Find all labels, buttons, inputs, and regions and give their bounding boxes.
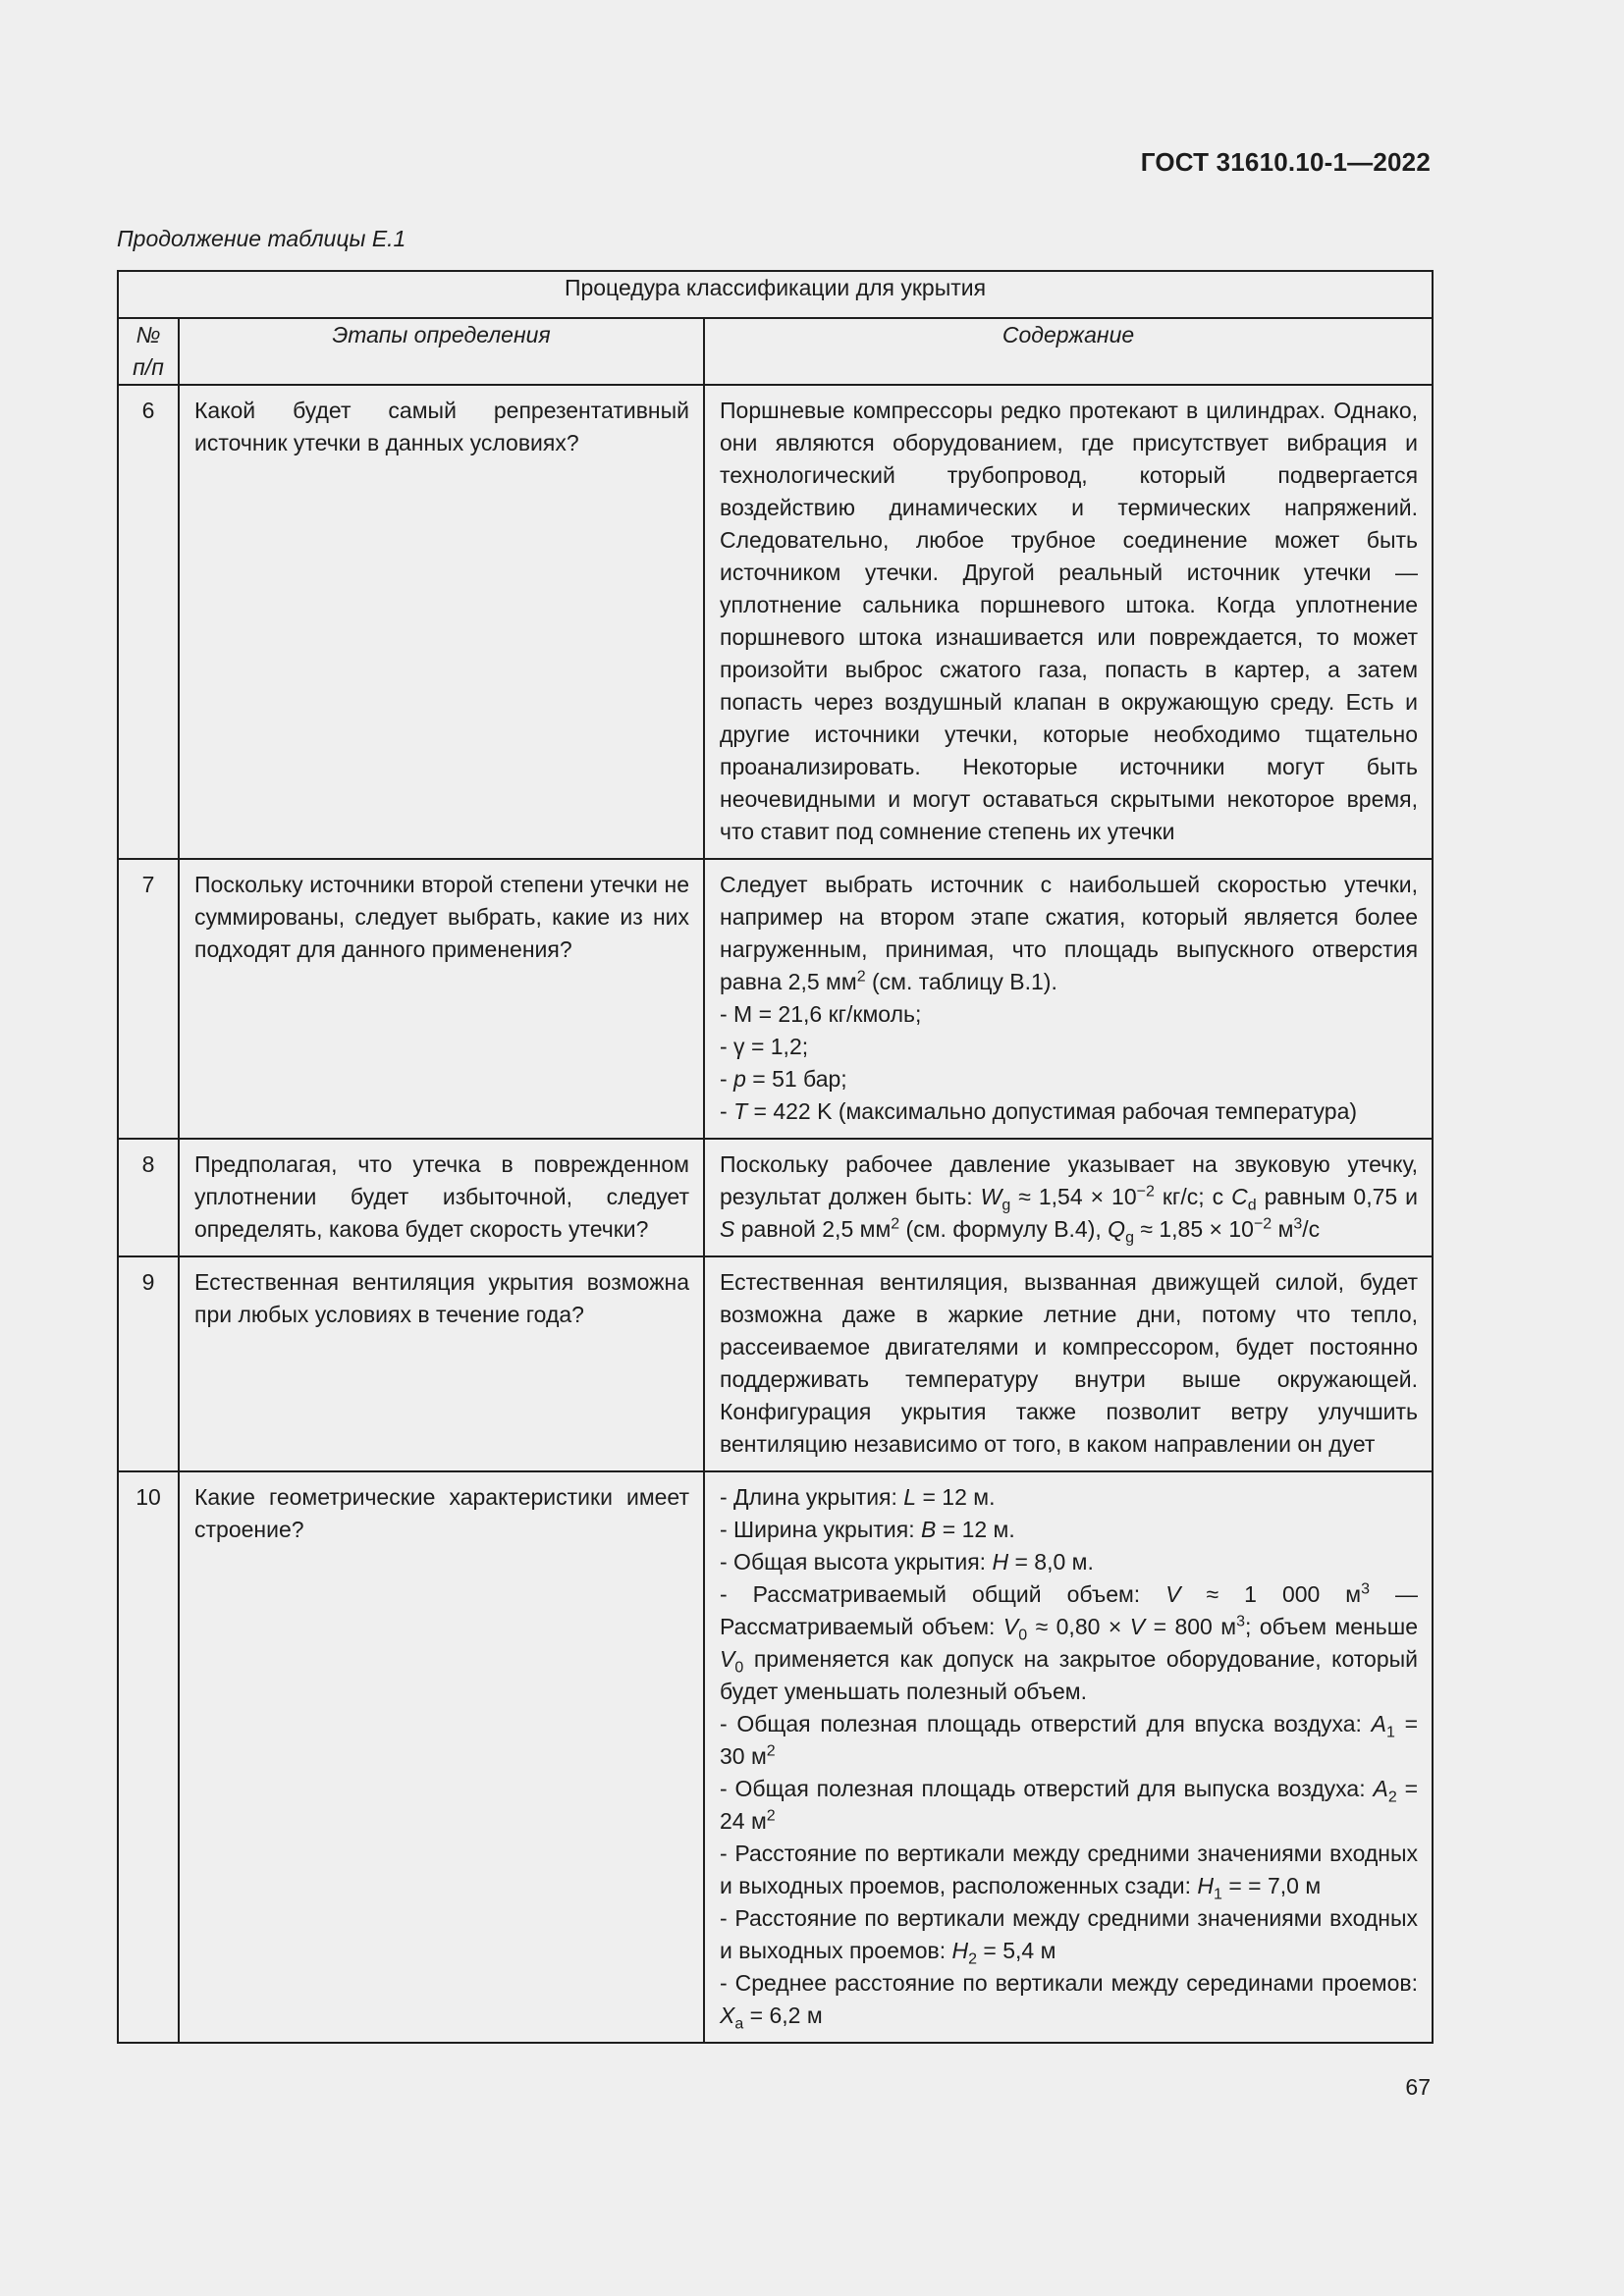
table-header-row <box>118 318 1433 385</box>
column-header-number: № п/п <box>118 318 179 385</box>
table-body <box>118 385 1433 2043</box>
table-row <box>118 1139 1433 1256</box>
row-number: 8 <box>118 1139 179 1256</box>
row-content: Следует выбрать источник с наибольшей скоростью утечки, например на втором этапе сжатия, который является более нагруженным, принимая, что площадь выпускного отверстия равна 2,5 $мм^2$ (см. таблицу В.1). - М = 21,6 кг/кмоль; - γ = 1,2; - p = 51 бар; - T = 422 K (максимально допустимая рабочая температура) <box>704 859 1433 1139</box>
column-header-content: Содержание <box>704 318 1433 385</box>
row-step: Какие геометрические характеристики имеет строение? <box>179 1471 704 2043</box>
table-row <box>118 1256 1433 1471</box>
row-step: Естественная вентиляция укрытия возможна при любых условиях в течение года? <box>179 1256 704 1471</box>
row-content: Естественная вентиляция, вызванная движущей силой, будет возможна даже в жаркие летние дни, потому что тепло, рассеиваемое двигателями и компрессором, будет постоянно поддерживать температуру внутри выше окружающей. Конфигурация укрытия также позволит ветру улучшить вентиляцию независимо от того, в каком направлении он дует <box>704 1256 1433 1471</box>
row-number: 9 <box>118 1256 179 1471</box>
table-title-row <box>118 271 1433 318</box>
row-step: Предполагая, что утечка в поврежденном уплотнении будет избыточной, следует определять, какова будет скорость утечки? <box>179 1139 704 1256</box>
table-title: Процедура классификации для укрытия <box>118 271 1433 318</box>
row-number: 10 <box>118 1471 179 2043</box>
classification-table <box>117 270 1434 2044</box>
row-number: 7 <box>118 859 179 1139</box>
row-content: Поскольку рабочее давление указывает на звуковую утечку, результат должен быть: $W_g \approx 1,54 \times 10^{-2}$ кг/с; с $C_d$ равным 0,75 и S равной 2,5 $мм^2$ (см. формулу В.4), $Q_g \approx 1,85 \times 10^{-2}$ $м^3/с$ <box>704 1139 1433 1256</box>
page-number: 67 <box>1405 2074 1431 2100</box>
column-header-steps: Этапы определения <box>179 318 704 385</box>
row-content: - Длина укрытия: L = 12 м. - Ширина укрытия: B = 12 м. - Общая высота укрытия: H = 8,0 м. - Рассматриваемый общий объем: V ≈ 1 000 $м^3$ — Рассматриваемый объем: $V_0 \approx 0,80 \times V = 800$ $м^3$; объем меньше $V_0$ применяется как допуск на закрытое оборудование, который будет уменьшать полезный объем. - Общая полезная площадь отверстий для впуска воздуха: $A_1 = 30$ $м^2$ - Общая полезная площадь отверстий для выпуска воздуха: $A_2 = 24$ $м^2$ - Расстояние по вертикали между средними значениями входных и выходных проемов, расположенных сзади: $H_1$ = = 7,0 м - Расстояние по вертикали между средними значениями входных и выходных проемов: $H_2 = 5,4$ м - Среднее расстояние по вертикали между серединами проемов: $X_a = 6,2$ м <box>704 1471 1433 2043</box>
table-caption: Продолжение таблицы Е.1 <box>117 226 406 251</box>
document-standard-number: ГОСТ 31610.10-1—2022 <box>1140 147 1431 177</box>
row-step: Поскольку источники второй степени утечки не суммированы, следует выбрать, какие из них подходят для данного применения? <box>179 859 704 1139</box>
table-row <box>118 859 1433 1139</box>
row-content: Поршневые компрессоры редко протекают в цилиндрах. Однако, они являются оборудованием, где присутствует вибрация и технологический трубопровод, который подвергается воздействию динамических и термических напряжений. Следовательно, любое трубное соединение может быть источником утечки. Другой реальный источник утечки — уплотнение сальника поршневого штока. Когда уплотнение поршневого штока изнашивается или повреждается, то может произойти выброс сжатого газа, попасть в картер, а затем попасть через воздушный клапан в окружающую среду. Есть и другие источники утечки, которые необходимо тщательно проанализировать. Некоторые источники могут быть неочевидными и могут оставаться скрытыми некоторое время, что ставит под сомнение степень их утечки <box>704 385 1433 859</box>
table-row <box>118 1471 1433 2043</box>
row-step: Какой будет самый репрезентативный источник утечки в данных условиях? <box>179 385 704 859</box>
row-number: 6 <box>118 385 179 859</box>
table-row <box>118 385 1433 859</box>
